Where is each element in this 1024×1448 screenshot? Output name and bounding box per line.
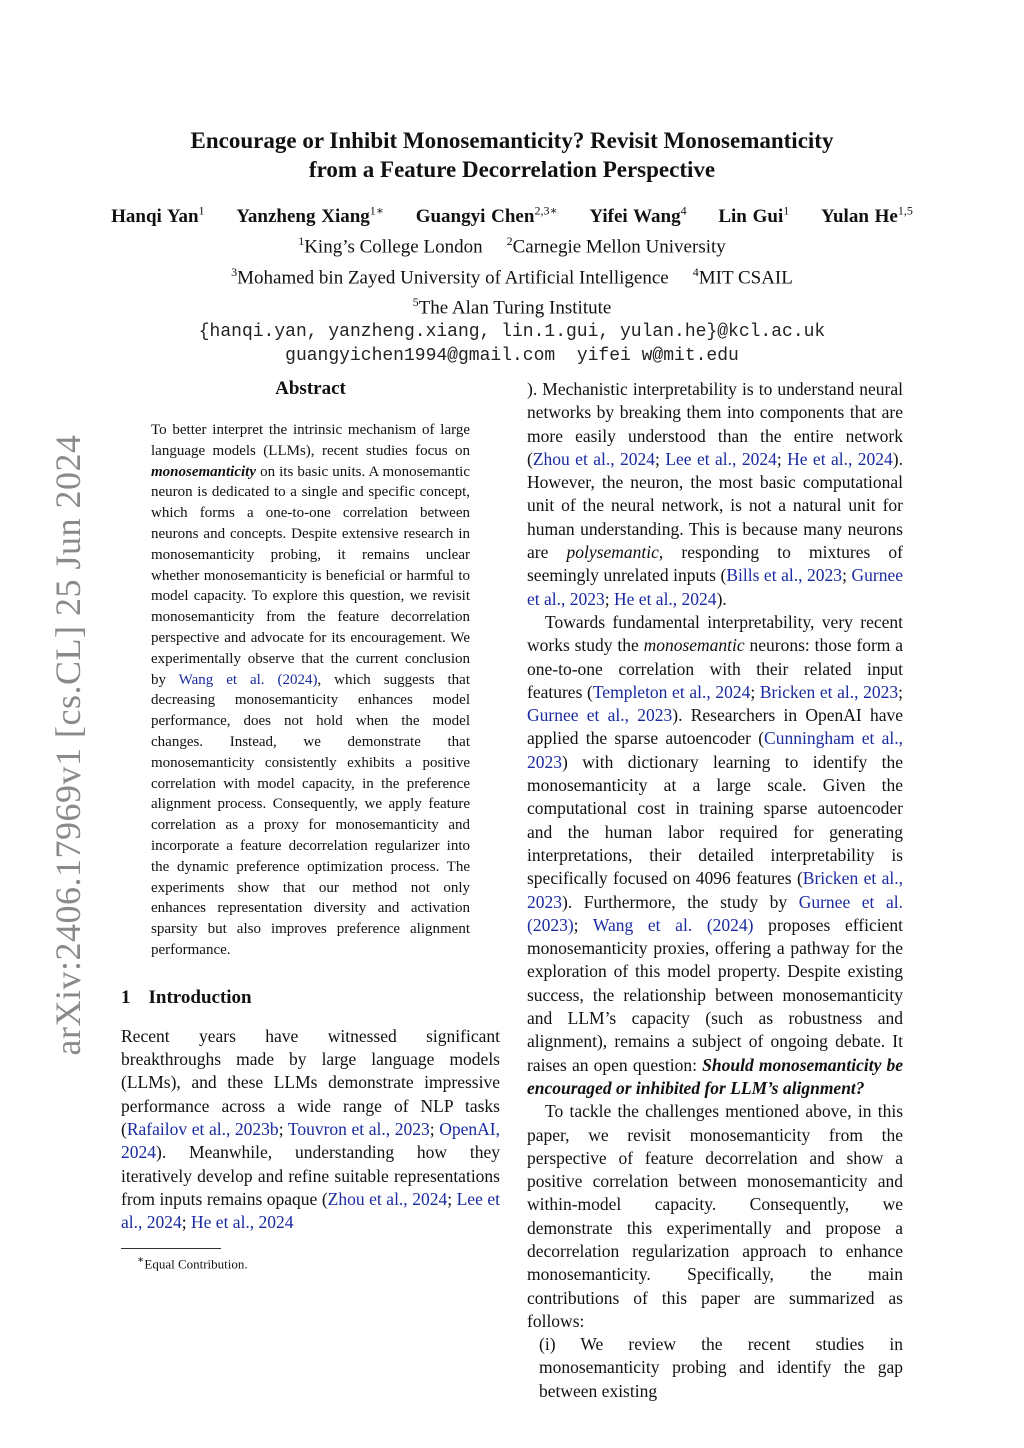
title-line-1: Encourage or Inhibit Monosemanticity? Revisit Monosemanticity — [190, 128, 834, 153]
citation-link[interactable]: Wang et al. (2024) — [592, 914, 754, 935]
affiliation-line: $^5$The Alan Turing Institute — [412, 294, 612, 319]
author-names — [0, 199, 1024, 229]
intro-paragraph-3: To tackle the challenges mentioned above, in this paper, we revisit monosemanticity from the perspective of feature decorrelation and show a positive correlation between monosemanticity and within-model capacity. Consequently, we demonstrate this experimentally and propose a decorrelation regularization approach to enhance monosemanticity. Specifically, the main contributions of this paper are summarized as follows: — [527, 1101, 903, 1331]
abstract-text: To better interpret the intrinsic mechanism of large language models (LLMs), recent studies focus on monosemanticity on its basic units. A monosemantic neuron is dedicated to a single and specific concept, which forms a one-to-one correlation between neurons and concepts. Despite extensive research in monosemanticity probing, it remains unclear whether monosemanticity is beneficial or harmful to model capacity. To explore this question, we revisit monosemanticity from the feature decorrelation perspective and advocate for its encouragement. We experimentally observe that the current conclusion by Wang et al. (2024), which suggests that decreasing monosemanticity enhances model performance, does not hold when the model changes. Instead, we demonstrate that monosemanticity consistently exhibits a positive correlation with model capacity, in the preference alignment process. Consequently, we apply feature correlation as a proxy for monosemanticity and incorporate a feature decorrelation regularizer into the dynamic preference optimization process. The experiments show that our method not only enhances representation diversity and activation sparsity but also improves preference alignment performance. — [151, 422, 470, 958]
citation-link[interactable]: Wang et al. (2024) — [178, 671, 318, 688]
left-column — [121, 378, 500, 1273]
citation-link[interactable]: Gurnee et al. (2023) — [527, 891, 903, 935]
right-column — [527, 378, 903, 1403]
author: Lin Gui$^1$ — [718, 204, 790, 228]
footnote-rule — [121, 1248, 221, 1249]
author: Yulan He$^{1,5}$ — [821, 204, 913, 228]
intro-paragraph-1: Recent years have witnessed significant breakthroughs made by large language models (LLMs), and these LLMs demonstrate impressive performance across a wide range of NLP tasks (Rafailov et al., 2023b; Touvron et al., 2023; OpenAI, 2024). Meanwhile, understanding how they iteratively develop and refine suitable representations from inputs remains opaque (Zhou et al., 2024; Lee et al., 2024; He et al., 2024 — [121, 1025, 500, 1233]
citation-link[interactable]: Bricken et al., 2023 — [759, 681, 899, 702]
contribution-item: (i) We review the recent studies in monosemanticity probing and identify the gap between existing — [539, 1334, 903, 1401]
author: Yifei Wang$^4$ — [589, 204, 687, 228]
citation-link[interactable]: Touvron et al., 2023 — [287, 1118, 430, 1139]
citation-link[interactable]: Gurnee et al., 2023 — [527, 565, 903, 609]
title-line-2: from a Feature Decorrelation Perspective — [308, 157, 716, 182]
author: Guangyi Chen$^{2,3∗}$ — [415, 204, 558, 228]
paper-title — [0, 126, 1024, 184]
citation-link[interactable]: He et al., 2024 — [614, 588, 717, 609]
author: Yanzheng Xiang$^{1∗}$ — [236, 204, 384, 228]
citation-link[interactable]: Templeton et al., 2024 — [592, 681, 751, 702]
intro-paragraph-1-continued: ). Mechanistic interpretability is to understand neural networks by breaking them into components that are more easily understood than the entire network (Zhou et al., 2024; Lee et al., 2024; He et al., 2024). However, the neuron, the most basic computational unit of the neural network, is not a natural unit for human understanding. This is because many neurons are polysemantic, responding to mixtures of seemingly unrelated inputs (Bills et al., 2023; Gurnee et al., 2023; He et al., 2024). — [527, 379, 903, 609]
citation-link[interactable]: Bills et al., 2023 — [726, 565, 843, 586]
citation-link[interactable]: He et al., 2024 — [787, 448, 893, 469]
citation-link[interactable]: Gurnee et al., 2023 — [527, 705, 673, 726]
author-block — [0, 199, 1024, 368]
section-heading: 1 Introduction — [121, 986, 252, 1008]
citation-link[interactable]: Zhou et al., 2024 — [327, 1188, 448, 1209]
arxiv-identifier: arXiv:2406.17969v1 [cs.CL] 25 Jun 2024 — [48, 434, 88, 1056]
email-line: guangyichen1994@gmail.com yifei w@mit.edu — [285, 346, 739, 367]
citation-link[interactable]: Lee et al., 2024 — [665, 448, 777, 469]
affiliation-line: $^3$Mohamed bin Zayed University of Artificial Intelligence $^4$MIT CSAIL — [231, 264, 793, 288]
author: Hanqi Yan$^1$ — [111, 204, 205, 228]
abstract-heading: Abstract — [275, 378, 346, 399]
intro-paragraph-2: Towards fundamental interpretability, very recent works study the monosemantic neurons: those form a one-to-one correlation with their related input features (Templeton et al., 2024; Bricken et al., 2023; Gurnee et al., 2023). Researchers in OpenAI have applied the sparse autoencoder (Cunningham et al., 2023) with dictionary learning to identify the monosemanticity at a large scale. Given the computational cost in training sparse autoencoder and the human labor required for generating interpretations, their detailed interpretability is specifically focused on 4096 features (Bricken et al., 2023). Furthermore, the study by Gurnee et al. (2023); Wang et al. (2024) proposes efficient monosemanticity proxies, offering a pathway for the exploration of this model property. Despite existing success, the relationship between monosemanticity and LLM’s capacity (such as robustness and alignment), remains a subject of ongoing debate. It raises an open question: Should monosemanticity be encouraged or inhibited for LLM’s alignment? — [527, 611, 904, 1098]
citation-link[interactable]: OpenAI, 2024 — [121, 1118, 500, 1163]
citation-link[interactable]: Lee et al., 2024 — [121, 1188, 500, 1233]
affiliation-line: $^1$King’s College London $^2$Carnegie Mellon University — [298, 234, 726, 258]
email-line: {hanqi.yan, yanzheng.xiang, lin.1.gui, yulan.he}@kcl.ac.uk — [198, 322, 826, 343]
footnote: ∗Equal Contribution. — [137, 1254, 248, 1272]
citation-link[interactable]: Rafailov et al., 2023b — [126, 1118, 279, 1139]
citation-link[interactable]: Cunningham et al., 2023 — [527, 728, 903, 772]
citation-link[interactable]: He et al., 2024 — [191, 1212, 294, 1233]
citation-link[interactable]: Zhou et al., 2024 — [532, 448, 656, 469]
citation-link[interactable]: Bricken et al., 2023 — [527, 868, 904, 912]
